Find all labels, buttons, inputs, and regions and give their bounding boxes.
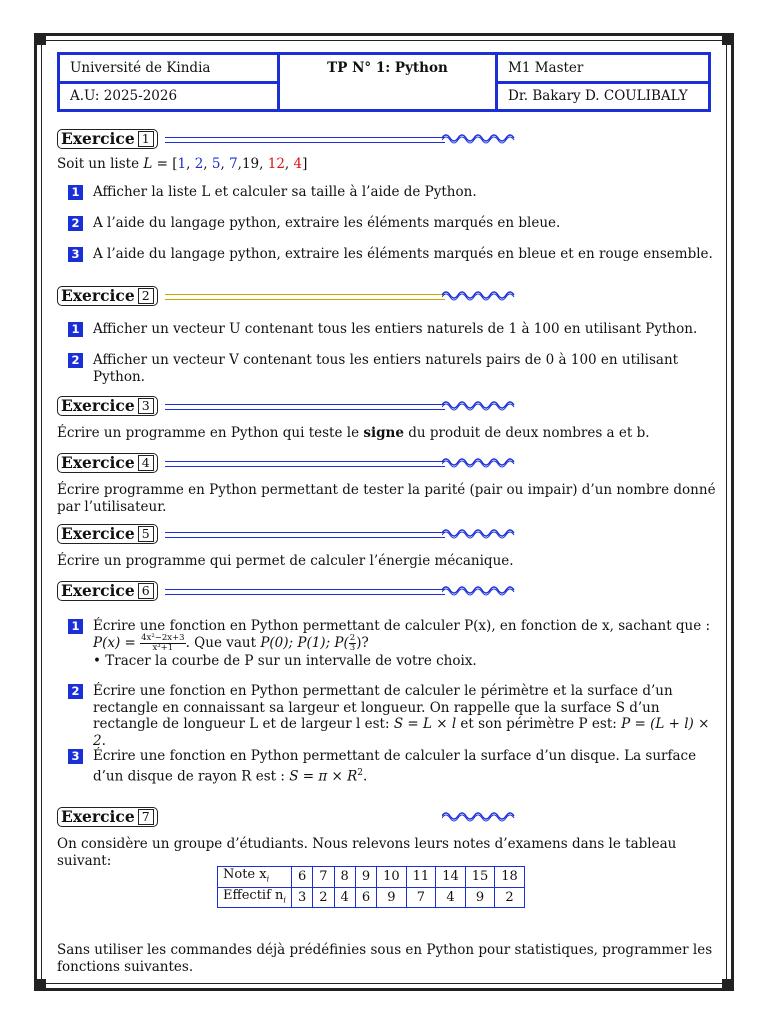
table-cell: 6 (291, 867, 312, 888)
wave-ornament-icon (442, 398, 518, 412)
title-cell: TP N° 1: Python (279, 54, 497, 111)
formula-values: P(0); P(1); P( (260, 634, 349, 651)
text-part: du produit de deux nombres a et b. (403, 425, 650, 441)
header-label: Effectif n (223, 887, 284, 903)
heading-rule (165, 589, 445, 595)
exercise-1-intro: Soit un liste L = [1, 2, 5, 7,19, 12, 4] (57, 156, 308, 172)
exercise-label: Exercice (61, 396, 135, 415)
wave-ornament-icon (442, 583, 518, 597)
heading-rule (165, 404, 445, 410)
wave-ornament-icon (442, 526, 518, 540)
list-value-black: 19 (241, 156, 260, 172)
fraction-denominator: 3 (349, 642, 356, 653)
item-bullet: • Tracer la courbe de P sur un intervalle de votre choix. (93, 652, 477, 669)
item-body (93, 618, 710, 669)
table-cell: 3 (291, 887, 312, 908)
exercise-2-heading (57, 286, 158, 306)
item-number-badge: 2 (68, 353, 83, 368)
exercise-number: 7 (138, 809, 154, 825)
exercise-label: Exercice (61, 524, 135, 543)
list-value-red: 12 (267, 156, 285, 172)
table-cell: 2 (313, 887, 334, 908)
exercise-4-heading (57, 453, 158, 473)
table-cell: 7 (313, 867, 334, 888)
exercise-2-item-1 (68, 321, 713, 338)
item-text: Afficher la liste L et calculer sa taille à l’aide de Python. (93, 184, 477, 200)
heading-rule (165, 461, 445, 467)
exercise-7-outro: Sans utiliser les commandes déjà prédéfinies sous en Python pour statistiques, programmer les fonctions suivantes. (57, 942, 713, 975)
text-part: . Que vaut (185, 634, 261, 651)
exercise-2-item-2 (68, 352, 713, 385)
exercise-6-item-2 (68, 683, 713, 749)
level-cell: M1 Master (497, 54, 710, 83)
table-row (218, 867, 525, 888)
row-header (218, 887, 292, 908)
exercise-4-title (57, 453, 158, 473)
fraction-numerator: 4x²−2x+3 (141, 632, 185, 643)
item-text: A l’aide du langage python, extraire les éléments marqués en bleue. (93, 215, 561, 231)
fraction (140, 634, 185, 653)
bold-keyword: signe (363, 425, 404, 441)
item-number-badge: 1 (68, 619, 83, 634)
intro-text: Soit un liste (57, 156, 144, 172)
exercise-3-title (57, 396, 158, 416)
frame-corner-top-right (722, 33, 734, 45)
item-text: Afficher un vecteur U contenant tous les entiers naturels de 1 à 100 en utilisant Python. (93, 321, 698, 337)
table-cell: 10 (377, 867, 407, 888)
list-value-blue: 7 (229, 156, 238, 172)
exercise-label: Exercice (61, 286, 135, 305)
item-number-badge: 2 (68, 684, 83, 699)
text-part: Écrire un programme en Python qui teste le (57, 425, 364, 441)
table-cell: 7 (406, 887, 436, 908)
formula: S = π × R (289, 768, 358, 784)
list-sep: , (203, 156, 212, 172)
exercise-1-item-1 (68, 184, 713, 201)
exercise-number: 3 (138, 398, 154, 414)
grades-table (217, 866, 525, 908)
university-cell: Université de Kindia (59, 54, 279, 83)
table-cell: 2 (495, 887, 525, 908)
table-row (218, 887, 525, 908)
exercise-1-title (57, 129, 158, 149)
table-cell: 6 (355, 887, 376, 908)
table-cell: 8 (334, 867, 355, 888)
item-number-badge: 2 (68, 216, 83, 231)
exercise-3-heading (57, 396, 158, 416)
list-value-blue: 1 (177, 156, 187, 172)
row-header (218, 867, 292, 888)
item-number-badge: 1 (68, 185, 83, 200)
list-sep: , (259, 156, 268, 172)
table-cell: 11 (406, 867, 436, 888)
teacher-cell: Dr. Bakary D. COULIBALY (497, 82, 710, 111)
text-part: Écrire une fonction en Python permettant de calculer la surface d’un disque. La surface d’un disque de rayon R est : (93, 748, 697, 784)
wave-ornament-icon (442, 455, 518, 469)
text-part: )? (356, 634, 369, 651)
text-part: . (101, 732, 106, 749)
list-eq: = [ (152, 156, 178, 172)
exercise-6-item-3 (68, 748, 713, 785)
frame-corner-bottom-right (722, 979, 734, 991)
formula-lhs: P(x) = (93, 634, 141, 651)
exercise-1-heading (57, 129, 158, 149)
item-text: Afficher un vecteur V contenant tous les entiers naturels pairs de 0 à 100 en utilisant Python. (93, 352, 679, 385)
exercise-number: 4 (138, 455, 154, 471)
exercise-number: 6 (138, 583, 154, 599)
list-value-blue: 2 (194, 156, 204, 172)
list-sep: , (284, 156, 294, 172)
item-number-badge: 3 (68, 749, 83, 764)
wave-ornament-icon (442, 288, 518, 302)
exercise-4-text: Écrire programme en Python permettant de tester la parité (pair ou impair) d’un nombre donné par l’utilisateur. (57, 482, 716, 515)
header-label: Note x (223, 867, 267, 882)
formula: S = L × l (393, 716, 457, 732)
exercise-6-item-1 (68, 618, 713, 669)
item-number-badge: 3 (68, 247, 83, 262)
academic-year-cell: A.U: 2025-2026 (59, 82, 279, 111)
header-subscript: i (266, 874, 270, 884)
item-body (93, 683, 713, 749)
frame-corner-top-left (34, 33, 46, 45)
wave-ornament-icon (442, 131, 518, 145)
exercise-1-item-3 (68, 246, 713, 263)
heading-rule (165, 532, 445, 538)
exercise-7-title (57, 807, 158, 827)
table-cell: 4 (334, 887, 355, 908)
heading-rule (165, 294, 445, 300)
exercise-label: Exercice (61, 453, 135, 472)
list-value-red: 4 (293, 156, 303, 172)
fraction-numerator: 2 (349, 632, 356, 643)
exercise-5-heading (57, 524, 158, 544)
item-formula-line (93, 634, 710, 653)
frame-corner-bottom-left (34, 979, 46, 991)
exercise-5-text: Écrire un programme qui permet de calculer l’énergie mécanique. (57, 553, 514, 569)
formula: P = (L + l) × 2 (93, 716, 710, 749)
exercise-6-title (57, 581, 158, 601)
exercise-number: 5 (138, 526, 154, 542)
exercise-label: Exercice (61, 807, 135, 826)
table-cell: 9 (377, 887, 407, 908)
item-number-badge: 1 (68, 322, 83, 337)
exercise-label: Exercice (61, 581, 135, 600)
list-name: L (143, 156, 153, 172)
item-text: A l’aide du langage python, extraire les éléments marqués en bleue et en rouge ensemble. (93, 246, 713, 262)
table-cell: 14 (436, 867, 466, 888)
exercise-1-item-2 (68, 215, 713, 232)
heading-rule (165, 137, 445, 143)
exponent: 2 (357, 767, 364, 778)
table-cell: 4 (436, 887, 466, 908)
text-part: et son périmètre P est: (456, 716, 622, 732)
item-body (93, 748, 713, 785)
exercise-number: 1 (138, 131, 154, 147)
exercise-5-title (57, 524, 158, 544)
table-cell: 15 (465, 867, 495, 888)
table-cell: 9 (465, 887, 495, 908)
exercise-2-title (57, 286, 158, 306)
exercise-6-heading (57, 581, 158, 601)
header-table (57, 52, 711, 112)
exercise-7-intro: On considère un groupe d’étudiants. Nous relevons leurs notes d’examens dans le tableau suivant: (57, 836, 677, 869)
table-cell: 9 (355, 867, 376, 888)
wave-ornament-icon (442, 809, 518, 823)
header-subscript: i (283, 895, 286, 905)
list-value-blue: 5 (211, 156, 221, 172)
item-line: Écrire une fonction en Python permettant de calculer P(x), en fonction de x, sachant que : (93, 618, 711, 634)
text-part: Écrire une fonction en Python permettant de calculer le périmètre et la surface d’un rectangle en connaissant sa largeur et longueur. On rappelle que la surface S d’un rectangle de longueur L et de largeur l est: (93, 683, 673, 732)
table-cell: 18 (495, 867, 525, 888)
list-close: ] (302, 156, 308, 172)
exercise-number: 2 (138, 288, 154, 304)
exercise-label: Exercice (61, 129, 135, 148)
exercise-7-heading (57, 807, 158, 827)
text-part: . (363, 768, 368, 784)
list-sep: , (186, 156, 195, 172)
exercise-3-text (57, 425, 717, 442)
fraction-denominator: x³+1 (152, 642, 174, 653)
list-sep: , (220, 156, 230, 172)
